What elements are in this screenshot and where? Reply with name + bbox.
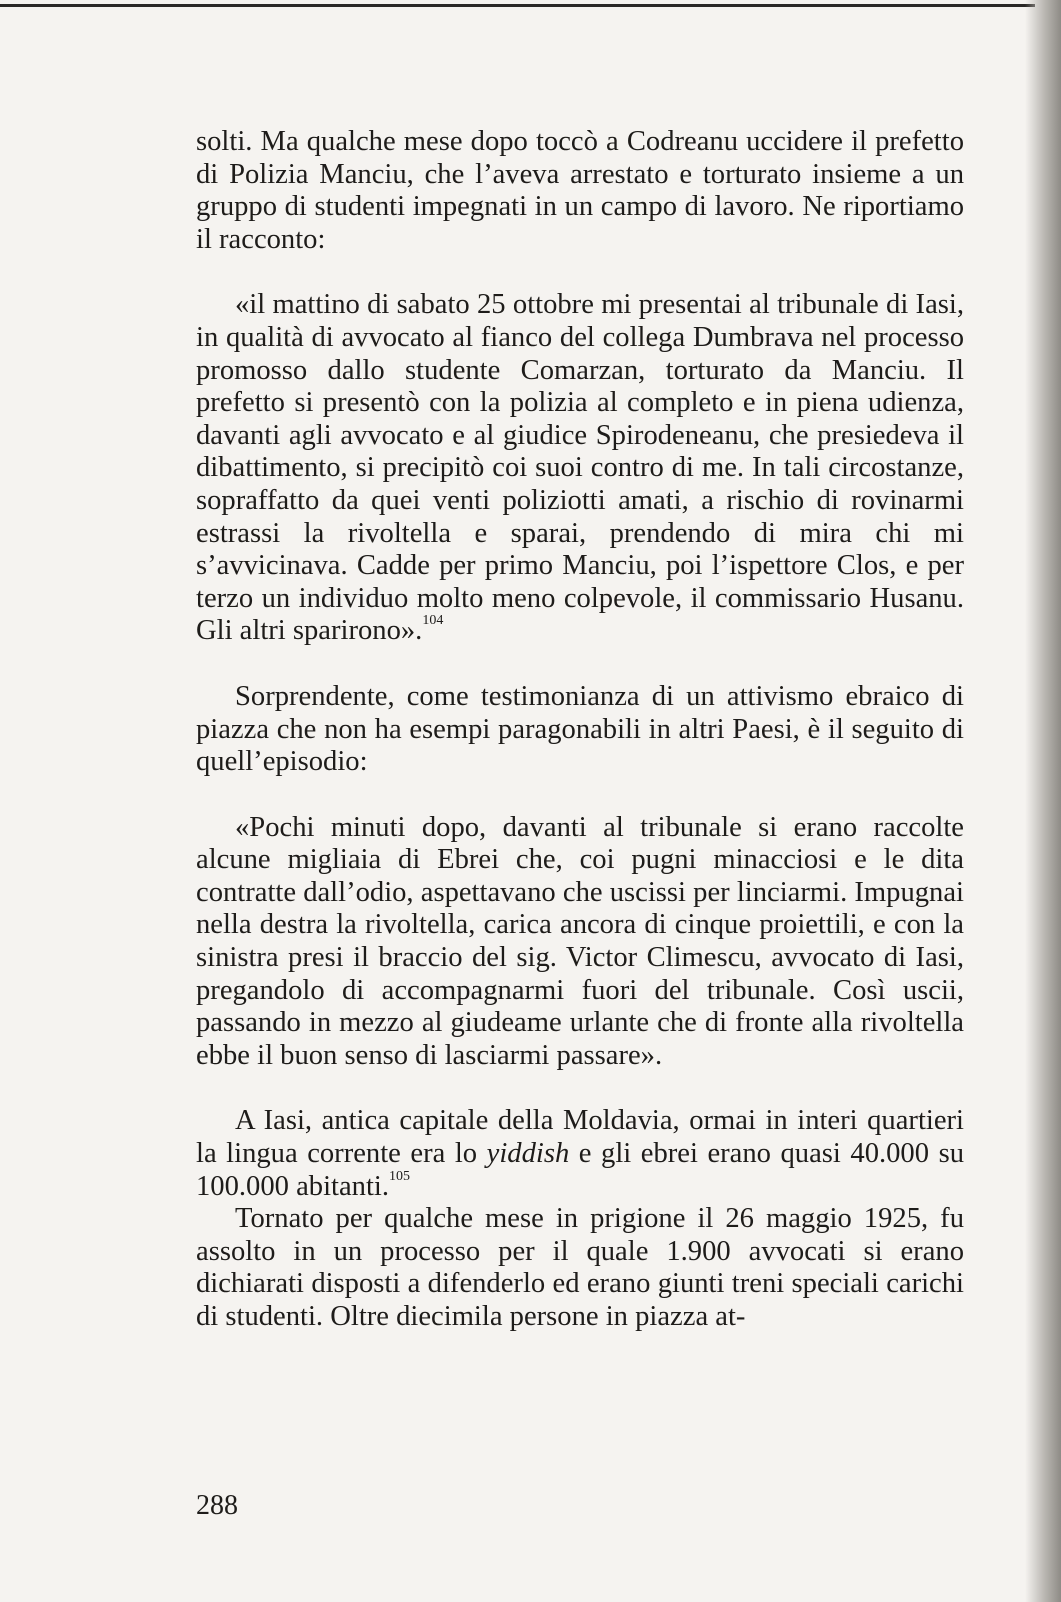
top-border-line: [0, 4, 1035, 7]
page-body: [196, 126, 964, 1334]
quote-1-text: «il mattino di sabato 25 ottobre mi presentai al tribunale di Iasi, in qualità di avvocato al fianco del collega Dumbrava nel processo promosso dallo studente Comarzan, torturato da Manciu. Il prefetto si presentò con la polizia al completo e in piena udienza, davanti agli avvocato e al giudice Spirodeneanu, che presiedeva il dibattimento, si precipitò coi suoi contro di me. In tali circostanze, sopraffatto da quei venti poliziotti amati, a rischio di rovinarmi estrassi la rivoltella e sparai, prendendo di mira chi mi s’avvicinava. Cadde per primo Manciu, poi l’ispettore Clos, e per terzo un individuo molto meno colpevole, il commissario Husanu. Gli altri sparirono».: [196, 289, 964, 647]
paragraph-2: Sorprendente, come testimonianza di un attivismo ebraico di piazza che non ha esempi paragonabili in altri Paesi, è il seguito di quell’episodio:: [196, 680, 964, 778]
quote-1: [196, 289, 964, 648]
page-gutter-shadow: [1025, 0, 1061, 1602]
paragraph-3-before: A Iasi, antica capitale della Moldavia, ormai in interi quartieri la lingua corrente era lo: [196, 1105, 964, 1170]
quote-2: «Pochi minuti dopo, davanti al tribunale si erano raccolte alcune migliaia di Ebrei che, coi pugni minacciosi e le dita contratte dall’odio, aspettavano che uscissi per linciarmi. Impugnai nella destra la rivoltella, carica ancora di cinque proiettili, e con la sinistra presi il braccio del sig. Victor Climescu, avvocato di Iasi, pregandolo di accompagnarmi fuori del tribunale. Così uscii, passando in mezzo al giudeame urlante che di fronte alla rivoltella ebbe il buon senso di lasciarmi passare».: [196, 811, 964, 1071]
footnote-ref-104[interactable]: 104: [422, 613, 444, 629]
paragraph-4: Tornato per qualche mese in prigione il 26 maggio 1925, fu assolto in un processo per il quale 1.900 avvocati si erano dichiarati disposti a difenderlo ed erano giunti treni speciali carichi di studenti. Oltre diecimila persone in piazza at-: [196, 1203, 964, 1332]
paragraph-1: solti. Ma qualche mese dopo toccò a Codreanu uccidere il prefetto di Polizia Manciu, che l’aveva arrestato e torturato insieme a un gruppo di studenti impegnati in un campo di lavoro. Ne riportiamo il racconto:: [196, 126, 964, 255]
paragraph-3-after: e gli ebrei erano quasi 40.000 su 100.000 abitanti.: [196, 1138, 964, 1202]
paragraph-3: [196, 1105, 964, 1203]
footnote-ref-105[interactable]: 105: [388, 1168, 410, 1184]
page-number: 288: [196, 1490, 238, 1521]
yiddish-italic: yiddish: [486, 1138, 570, 1170]
